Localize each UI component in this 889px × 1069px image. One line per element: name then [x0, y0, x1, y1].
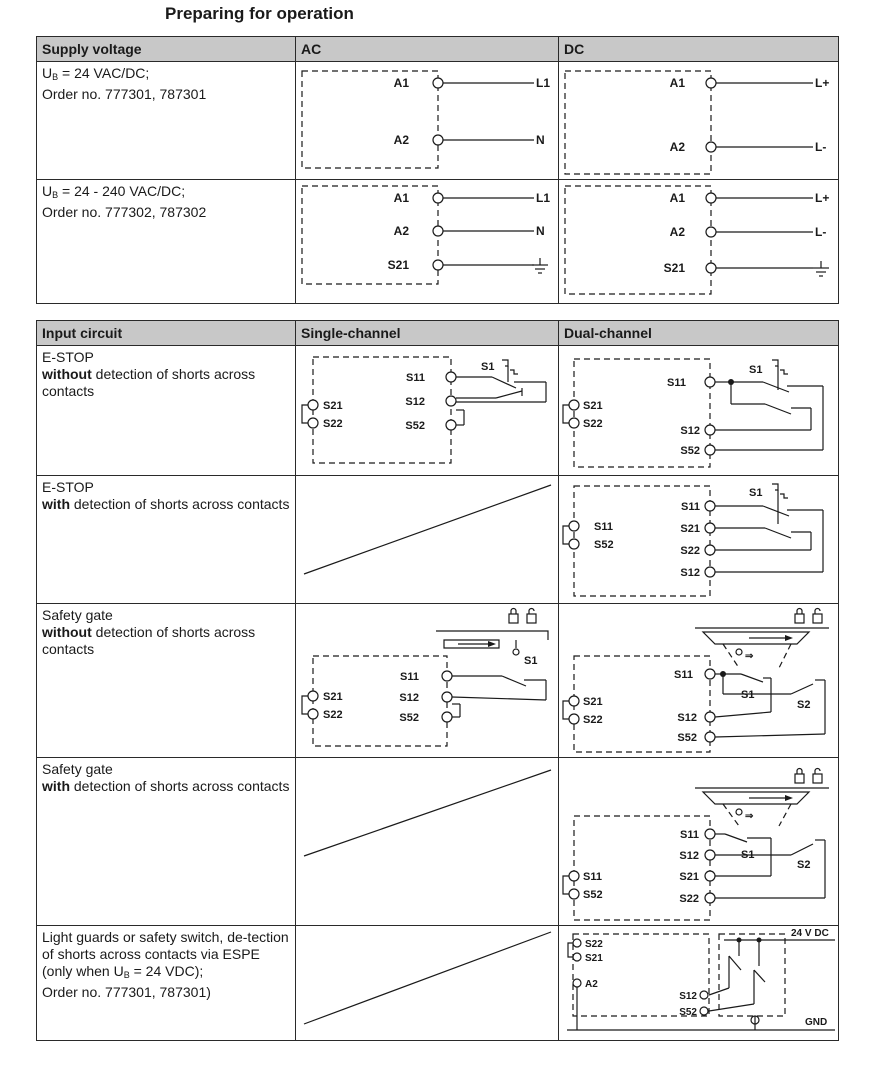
supply-voltage-table	[36, 36, 839, 304]
single-gate-without	[296, 604, 559, 758]
svg-text:A2: A2	[585, 979, 598, 990]
label-a1: A1	[393, 76, 409, 90]
svg-text:S52: S52	[677, 732, 697, 744]
svg-text:S21: S21	[323, 400, 343, 412]
svg-text:S11: S11	[594, 521, 613, 533]
svg-text:S11: S11	[681, 501, 700, 513]
estop-button-icon	[772, 484, 788, 524]
svg-text:S11: S11	[667, 377, 686, 389]
dual-gate-without	[559, 604, 839, 758]
svg-text:S22: S22	[680, 545, 700, 557]
svg-text:A1: A1	[669, 191, 685, 205]
svg-text:S1: S1	[741, 689, 755, 701]
svg-text:S1: S1	[749, 487, 763, 499]
svg-text:S11: S11	[674, 669, 693, 681]
header-input-circuit: Input circuit	[37, 321, 296, 346]
svg-text:S11: S11	[583, 871, 602, 883]
svg-text:S11: S11	[400, 671, 419, 683]
svg-text:A2: A2	[669, 140, 685, 154]
dual-estop-with	[559, 476, 839, 604]
svg-text:L-: L-	[815, 225, 827, 239]
desc-gate-without: Safety gate without detection of shorts across contacts	[37, 604, 296, 758]
dual-gate-with	[559, 758, 839, 926]
dc-diagram-24v	[559, 62, 839, 180]
single-gate-with-na	[296, 758, 559, 926]
svg-text:S22: S22	[679, 893, 699, 905]
svg-text:S12: S12	[677, 712, 697, 724]
svg-text:S11: S11	[406, 372, 425, 384]
lock-icon	[795, 769, 822, 784]
svg-text:S1: S1	[524, 655, 538, 667]
supply-desc-24v: $U_B = 24$ VAC/DC; Order no. 777301, 787301	[37, 62, 296, 180]
svg-text:S52: S52	[405, 420, 425, 432]
estop-button-icon	[502, 360, 518, 382]
svg-text:⇒: ⇒	[745, 651, 754, 662]
svg-text:S52: S52	[680, 445, 700, 457]
svg-text:S22: S22	[323, 709, 343, 721]
label-l1: L1	[536, 76, 551, 90]
label-gnd: GND	[805, 1017, 828, 1028]
svg-text:S21: S21	[585, 953, 603, 964]
lock-icon	[509, 609, 536, 624]
svg-text:S21: S21	[583, 696, 603, 708]
row-estop-without	[37, 346, 839, 476]
svg-text:S1: S1	[741, 849, 755, 861]
header-ac: AC	[296, 37, 559, 62]
estop-button-icon	[772, 360, 788, 390]
svg-text:A1: A1	[393, 191, 409, 205]
svg-text:S12: S12	[399, 692, 419, 704]
svg-text:S2: S2	[797, 699, 811, 711]
label-s1: S1	[481, 361, 495, 373]
svg-text:A2: A2	[669, 225, 685, 239]
label-s21: S21	[387, 258, 409, 272]
lock-icon	[795, 609, 822, 624]
svg-text:A1: A1	[669, 76, 685, 90]
svg-text:S22: S22	[323, 418, 343, 430]
svg-text:S12: S12	[679, 991, 697, 1002]
desc-estop-with: E-STOP with detection of shorts across contacts	[37, 476, 296, 604]
supply-row-240v	[37, 180, 839, 304]
svg-text:S21: S21	[323, 691, 343, 703]
ac-diagram-24v	[296, 62, 559, 180]
header-dual-channel: Dual-channel	[559, 321, 839, 346]
ground-icon	[532, 258, 548, 273]
input-circuit-table	[36, 320, 839, 1041]
ground-icon	[813, 261, 829, 276]
svg-text:S52: S52	[583, 889, 603, 901]
dc-diagram-240v	[559, 180, 839, 304]
svg-text:S11: S11	[680, 829, 699, 841]
label-lplus: L+	[815, 76, 830, 90]
row-gate-with	[37, 758, 839, 926]
ac-diagram-240v	[296, 180, 559, 304]
svg-text:S52: S52	[594, 539, 614, 551]
desc-light-guards: Light guards or safety switch, de-tection of shorts across contacts via ESPE (only when $U_B = 24$ VDC); Order no. 777301, 787301)	[37, 926, 296, 1041]
single-estop-without	[296, 346, 559, 476]
svg-text:S12: S12	[680, 567, 700, 579]
supply-header-row	[37, 37, 839, 62]
svg-text:L1: L1	[536, 191, 551, 205]
label-a2: A2	[393, 133, 409, 147]
svg-text:S21: S21	[583, 400, 603, 412]
svg-text:S2: S2	[797, 859, 811, 871]
svg-text:S1: S1	[749, 364, 763, 376]
header-dc: DC	[559, 37, 839, 62]
single-estop-with-na	[296, 476, 559, 604]
svg-text:S12: S12	[680, 425, 700, 437]
svg-text:S21: S21	[680, 523, 700, 535]
svg-text:S52: S52	[679, 1007, 697, 1018]
svg-text:S22: S22	[583, 714, 603, 726]
dual-light-guards	[559, 926, 839, 1041]
svg-text:A2: A2	[393, 224, 409, 238]
row-gate-without	[37, 604, 839, 758]
svg-text:S12: S12	[405, 396, 425, 408]
row-light-guards	[37, 926, 839, 1041]
header-single-channel: Single-channel	[296, 321, 559, 346]
label-lminus: L-	[815, 140, 827, 154]
header-supply-voltage: Supply voltage	[37, 37, 296, 62]
svg-text:⇒: ⇒	[745, 811, 754, 822]
svg-text:S52: S52	[399, 712, 419, 724]
desc-estop-without: E-STOP without detection of shorts across contacts	[37, 346, 296, 476]
svg-text:S21: S21	[663, 261, 685, 275]
input-header-row	[37, 321, 839, 346]
supply-row-24v	[37, 62, 839, 180]
dual-estop-without	[559, 346, 839, 476]
single-light-guards-na	[296, 926, 559, 1041]
desc-gate-with: Safety gate with detection of shorts across contacts	[37, 758, 296, 926]
svg-text:S12: S12	[679, 850, 699, 862]
page-title: Preparing for operation	[165, 4, 354, 23]
row-estop-with	[37, 476, 839, 604]
supply-desc-240v: $U_B = 24 - 240$ VAC/DC; Order no. 777302, 787302	[37, 180, 296, 304]
svg-text:N: N	[536, 224, 545, 238]
svg-text:L+: L+	[815, 191, 830, 205]
svg-text:S22: S22	[585, 939, 603, 950]
svg-text:S22: S22	[583, 418, 603, 430]
label-24vdc: 24 V DC	[791, 928, 829, 939]
label-n: N	[536, 133, 545, 147]
transistor-icon	[709, 956, 765, 1011]
svg-text:S21: S21	[679, 871, 699, 883]
